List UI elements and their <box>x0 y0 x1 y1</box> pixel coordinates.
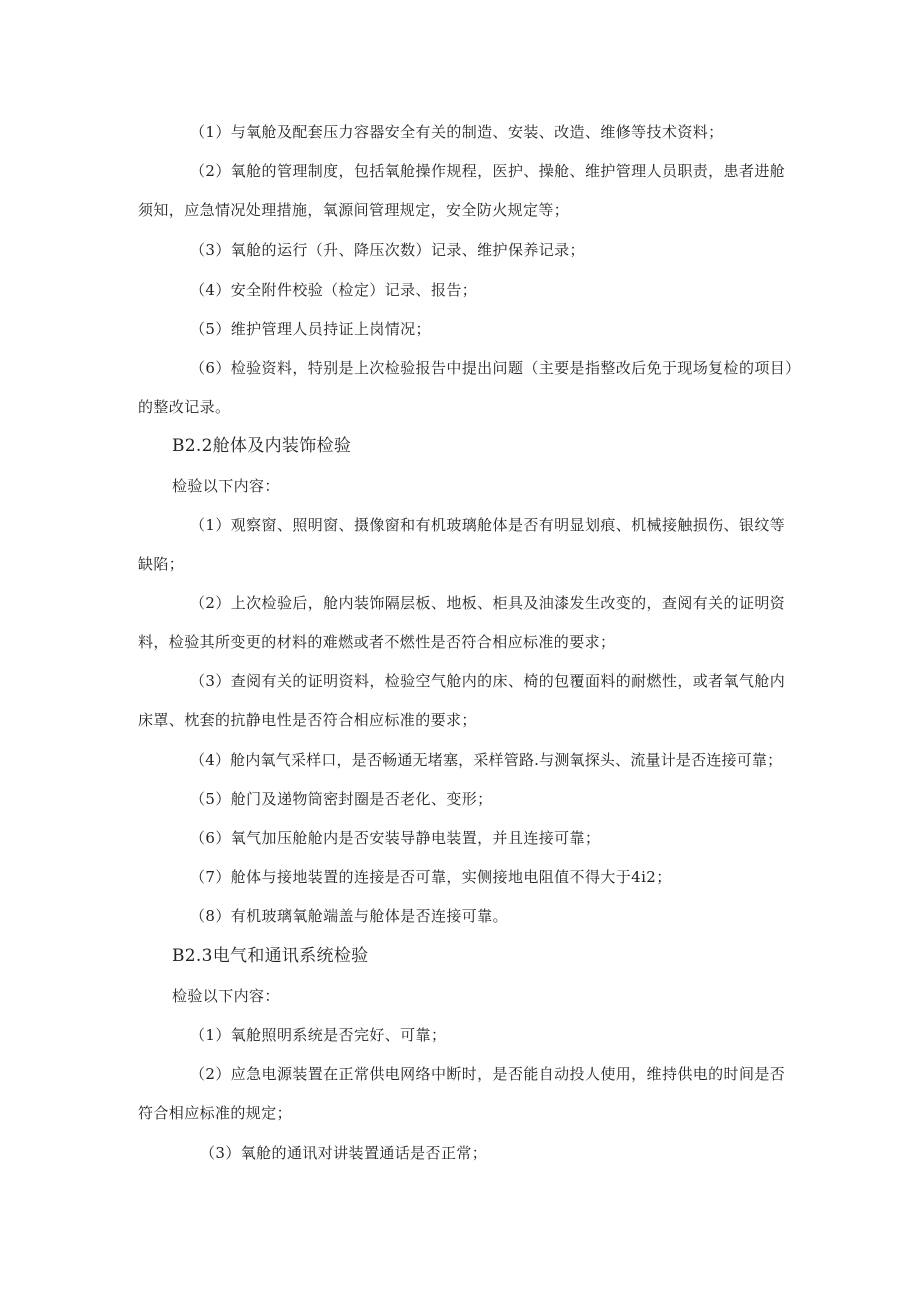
paragraph-b1-item-1: （1）与氧舱及配套压力容器安全有关的制造、安装、改造、维修等技术资料； <box>190 123 724 141</box>
paragraph-b1-item-2: （2）氧舱的管理制度，包括氧舱操作规程，医护、操舱、维护管理人员职责，患者进舱 <box>190 162 786 180</box>
paragraph-b2-3-item-3: （3）氧舱的通讯对讲装置通话是否正常； <box>200 1144 488 1162</box>
paragraph-b2-3-item-2-cont: 符合相应标准的规定； <box>138 1104 293 1122</box>
paragraph-b2-2-item-3: （3）查阅有关的证明资料，检验空气舱内的床、椅的包覆面料的耐燃性，或者氧气舱内 <box>190 672 786 690</box>
section-intro-b2-3: 检验以下内容： <box>172 987 280 1005</box>
paragraph-b2-2-item-2-cont: 料，检验其所变更的材料的难燃或者不燃性是否符合相应标准的要求； <box>138 633 616 651</box>
section-intro-b2-2: 检验以下内容： <box>172 477 280 495</box>
paragraph-b2-2-item-6: （6）氧气加压舱舱内是否安装导静电装置，并且连接可靠； <box>190 829 601 847</box>
paragraph-b1-item-4: （4）安全附件校验（检定）记录、报告； <box>190 281 478 299</box>
paragraph-b2-2-item-8: （8）有机玻璃氧舱端盖与舱体是否连接可靠。 <box>190 907 508 925</box>
paragraph-b2-3-item-1: （1）氧舱照明系统是否完好、可靠； <box>190 1026 447 1044</box>
paragraph-b2-2-item-1-cont: 缺陷； <box>138 555 185 573</box>
paragraph-b2-2-item-3-cont: 床罩、枕套的抗静电性是否符合相应标准的要求； <box>138 711 477 729</box>
paragraph-b2-2-item-4: （4）舱内氧气采样口，是否畅通无堵塞，采样管路.与测氧探头、流量计是否连接可靠； <box>190 751 783 769</box>
paragraph-b1-item-3: （3）氧舱的运行（升、降压次数）记录、维护保养记录； <box>190 241 585 259</box>
paragraph-b2-2-item-7: （7）舱体与接地装置的连接是否可靠，实侧接地电阻值不得大于4i2； <box>190 868 672 886</box>
paragraph-b1-item-6: （6）检验资料，特别是上次检验报告中提出问题（主要是指整改后免于现场复检的项目） <box>190 359 801 377</box>
section-heading-b2-3: B2.3电气和通讯系统检验 <box>172 946 369 966</box>
paragraph-b2-2-item-1: （1）观察窗、照明窗、摄像窗和有机玻璃舱体是否有明显划痕、机械接触损伤、银纹等 <box>190 516 786 534</box>
paragraph-b2-2-item-5: （5）舱门及递物筒密封圈是否老化、变形； <box>190 790 493 808</box>
section-heading-b2-2: B2.2舱体及内装饰检验 <box>172 436 352 456</box>
paragraph-b2-2-item-2: （2）上次检验后，舱内装饰隔层板、地板、柜具及油漆发生改变的，查阅有关的证明资 <box>190 594 786 612</box>
paragraph-b1-item-2-cont: 须知，应急情况处理措施，氧源间管理规定，安全防火规定等； <box>138 201 570 219</box>
paragraph-b1-item-6-cont: 的整改记录。 <box>138 398 231 416</box>
paragraph-b1-item-5: （5）维护管理人员持证上岗情况； <box>190 320 431 338</box>
paragraph-b2-3-item-2: （2）应急电源装置在正常供电网络中断时，是否能自动投人使用，维持供电的时间是否 <box>190 1065 786 1083</box>
